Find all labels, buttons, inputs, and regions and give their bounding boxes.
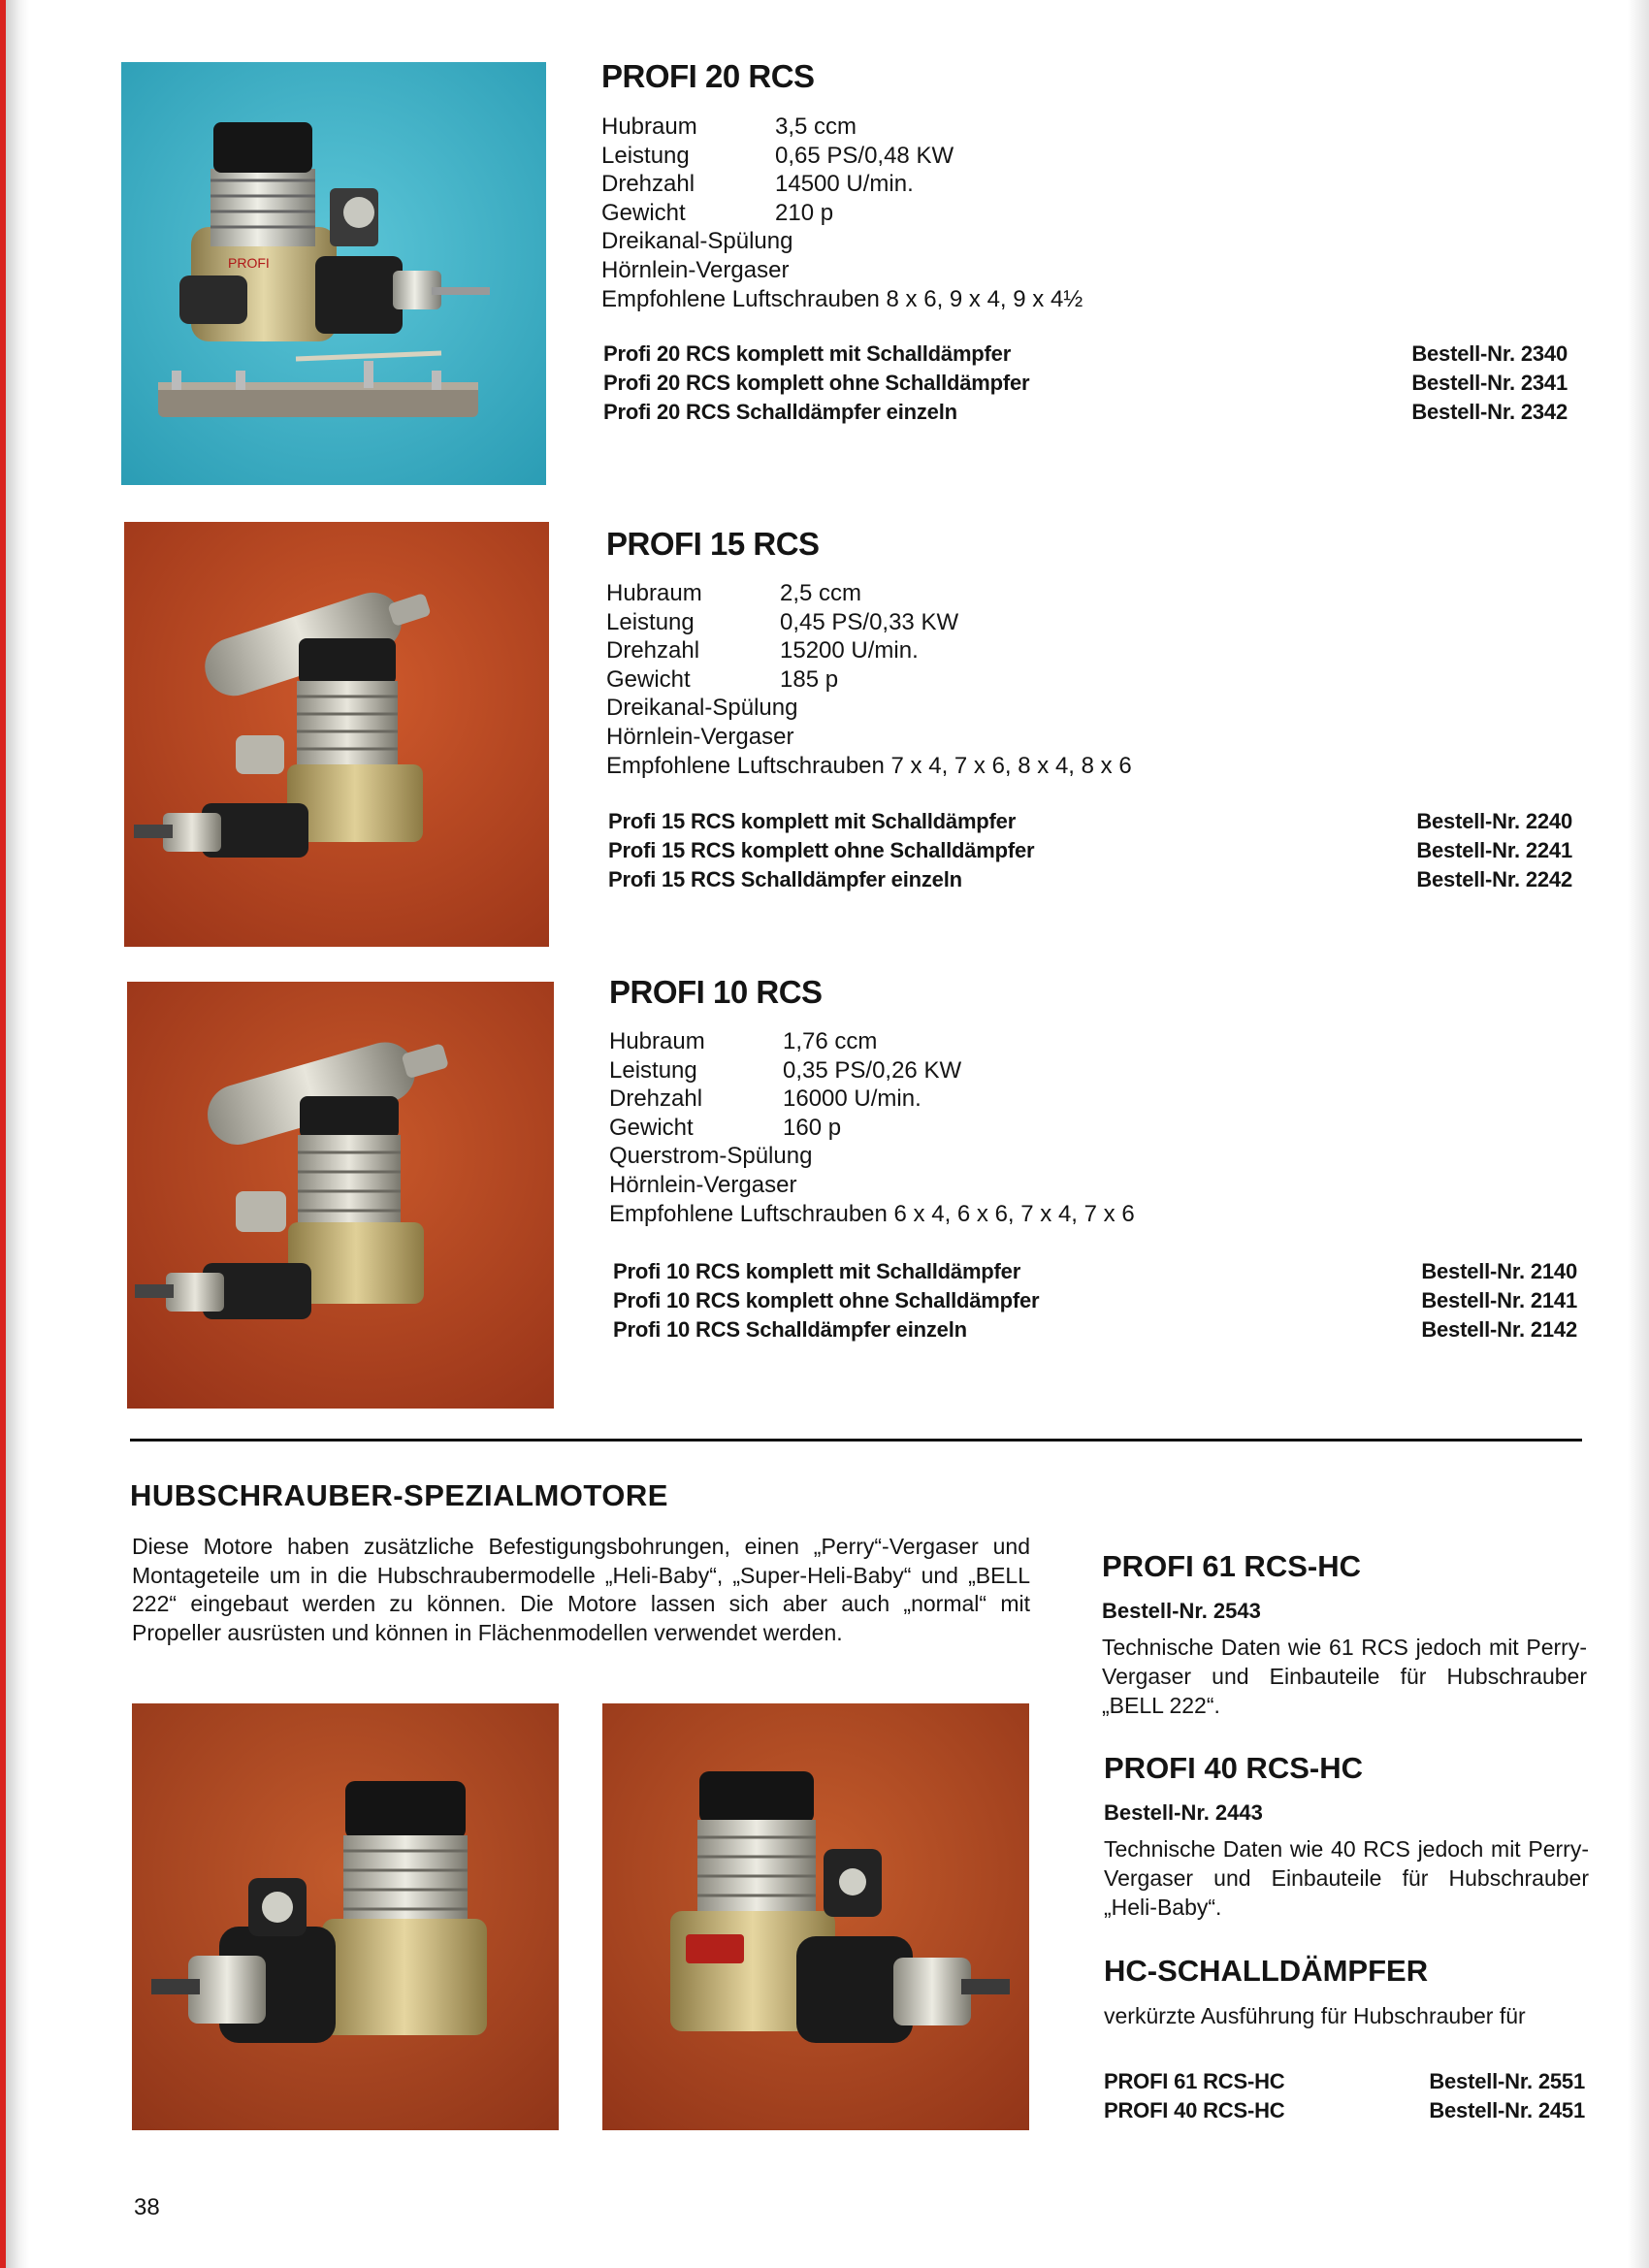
order-name: Profi 20 RCS komplett ohne Schalldämpfer [603,371,1030,395]
feature-line: Hörnlein-Vergaser [606,723,794,750]
spec-value: 0,45 PS/0,33 KW [780,608,959,635]
hc-order-number: Bestell-Nr. 2543 [1102,1599,1261,1623]
order-row [608,836,1572,865]
order-row [613,1286,1577,1315]
feature-line: Hörnlein-Vergaser [609,1171,797,1198]
hc-order-number: Bestell-Nr. 2443 [1104,1800,1263,1825]
spec-label: Leistung [601,142,690,169]
spec-value: 210 p [775,199,834,226]
svg-text:PROFI: PROFI [228,255,270,271]
order-name: Profi 15 RCS Schalldämpfer einzeln [608,867,962,891]
spec-label: Leistung [609,1056,697,1084]
spec-value: 14500 U/min. [775,171,914,198]
spec-row [601,199,1083,228]
order-row [603,340,1568,369]
hc-product-title: PROFI 40 RCS-HC [1104,1751,1363,1785]
order-name: Profi 15 RCS komplett mit Schalldämpfer [608,809,1017,833]
muffler-title: HC-SCHALLDÄMPFER [1104,1954,1429,1988]
order-name: Profi 10 RCS Schalldämpfer einzeln [613,1317,967,1342]
spec-label: Gewicht [609,1114,694,1141]
order-row [608,807,1572,836]
propeller-line: Empfohlene Luftschrauben 6 x 4, 6 x 6, 7 x 4, 7 x 6 [609,1200,1135,1227]
spec-row [601,113,1083,142]
spec-value: 2,5 ccm [780,580,862,606]
order-row [603,369,1568,398]
order-number: Bestell-Nr. 2142 [1421,1317,1577,1342]
spec-label: Drehzahl [601,171,695,198]
photo-heli-motor-40 [602,1703,1029,2130]
spec-label: Gewicht [601,199,686,226]
spec-row [606,608,1132,637]
order-number: Bestell-Nr. 2342 [1411,400,1568,424]
spec-row [609,1056,1135,1085]
spec-value: 185 p [780,665,839,693]
feature-line: Dreikanal-Spülung [601,228,793,255]
propeller-line: Empfohlene Luftschrauben 8 x 6, 9 x 4, 9 x 4½ [601,285,1083,312]
spec-label: Drehzahl [609,1085,703,1113]
spec-row [601,170,1083,199]
spec-label: Hubraum [601,113,697,140]
feature-line: Hörnlein-Vergaser [601,256,790,283]
order-number: Bestell-Nr. 2551 [1429,2069,1585,2093]
spec-row [601,142,1083,171]
feature-line: Querstrom-Spülung [609,1143,813,1170]
spec-list [601,113,1083,313]
product-title: PROFI 15 RCS [606,526,820,562]
order-number: Bestell-Nr. 2240 [1416,809,1572,833]
section-title: HUBSCHRAUBER-SPEZIALMOTORE [130,1478,668,1512]
hc-product-text: Technische Daten wie 61 RCS jedoch mit Perry-Vergaser und Einbauteile für Hubschrauber „BELL 222“. [1102,1635,1587,1718]
page-right-shadow [1628,0,1649,2268]
order-number: Bestell-Nr. 2140 [1421,1259,1577,1283]
spec-value: 1,76 ccm [783,1028,878,1054]
page-number: 38 [134,2194,160,2220]
page-binding-shadow [6,0,29,2268]
order-list [608,807,1572,894]
spec-row [609,1085,1135,1114]
spec-value: 3,5 ccm [775,113,857,140]
order-row [1104,2096,1585,2125]
order-name: PROFI 40 RCS-HC [1104,2098,1285,2122]
spec-list [609,1027,1135,1228]
photo-profi-10-rcs [127,982,554,1409]
photo-profi-15-rcs [124,522,549,947]
section-divider [130,1439,1582,1442]
order-row [608,865,1572,894]
order-row [613,1257,1577,1286]
spec-label: Leistung [606,608,695,635]
propeller-line: Empfohlene Luftschrauben 7 x 4, 7 x 6, 8 x 4, 8 x 6 [606,752,1132,779]
order-number: Bestell-Nr. 2141 [1421,1288,1577,1312]
order-number: Bestell-Nr. 2241 [1416,838,1572,862]
spec-label: Gewicht [606,665,691,693]
order-name: PROFI 61 RCS-HC [1104,2069,1285,2093]
spec-value: 0,65 PS/0,48 KW [775,142,954,169]
hc-product-text: Technische Daten wie 40 RCS jedoch mit Perry-Vergaser und Einbauteile für Hubschrauber „Heli-Baby“. [1104,1836,1589,1920]
spec-row [606,579,1132,608]
order-name: Profi 10 RCS komplett ohne Schalldämpfer [613,1288,1040,1312]
order-row [603,398,1568,427]
spec-label: Drehzahl [606,637,700,664]
photo-heli-motor-61 [132,1703,559,2130]
order-row [1104,2067,1585,2096]
order-name: Profi 20 RCS komplett mit Schalldämpfer [603,341,1012,366]
order-name: Profi 20 RCS Schalldämpfer einzeln [603,400,957,424]
order-name: Profi 15 RCS komplett ohne Schalldämpfer [608,838,1035,862]
spec-value: 0,35 PS/0,26 KW [783,1056,962,1084]
photo-profi-20-rcs [121,62,546,485]
order-number: Bestell-Nr. 2242 [1416,867,1572,891]
spec-value: 160 p [783,1114,842,1141]
feature-line: Dreikanal-Spülung [606,695,798,722]
product-title: PROFI 10 RCS [609,974,823,1010]
order-list [603,340,1568,427]
spec-label: Hubraum [609,1028,705,1054]
order-list [613,1257,1577,1345]
muffler-order-list [1104,2067,1585,2125]
section-intro: Diese Motore haben zusätzliche Befestigungsbohrungen, einen „Perry“-Vergaser und Montageteile um in die Hubschraubermodelle „Heli-Baby“, „Super-Heli-Baby“ und „BELL 222“ eingebaut werden zu können. Die Motore lassen sich aber auch „normal“ mit Propeller ausrüsten und können in Flächenmodellen verwendet werden. [132,1534,1030,1645]
product-title: PROFI 20 RCS [601,58,815,94]
order-number: Bestell-Nr. 2341 [1411,371,1568,395]
spec-row [606,636,1132,665]
spec-value: 15200 U/min. [780,637,919,664]
order-number: Bestell-Nr. 2451 [1429,2098,1585,2122]
spec-row [606,665,1132,695]
spec-list [606,579,1132,780]
hc-product-title: PROFI 61 RCS-HC [1102,1549,1361,1583]
order-number: Bestell-Nr. 2340 [1411,341,1568,366]
spec-label: Hubraum [606,580,702,606]
order-row [613,1315,1577,1345]
order-name: Profi 10 RCS komplett mit Schalldämpfer [613,1259,1021,1283]
spec-row [609,1114,1135,1143]
spec-value: 16000 U/min. [783,1085,922,1113]
muffler-text: verkürzte Ausführung für Hubschrauber für [1104,2003,1526,2028]
spec-row [609,1027,1135,1056]
